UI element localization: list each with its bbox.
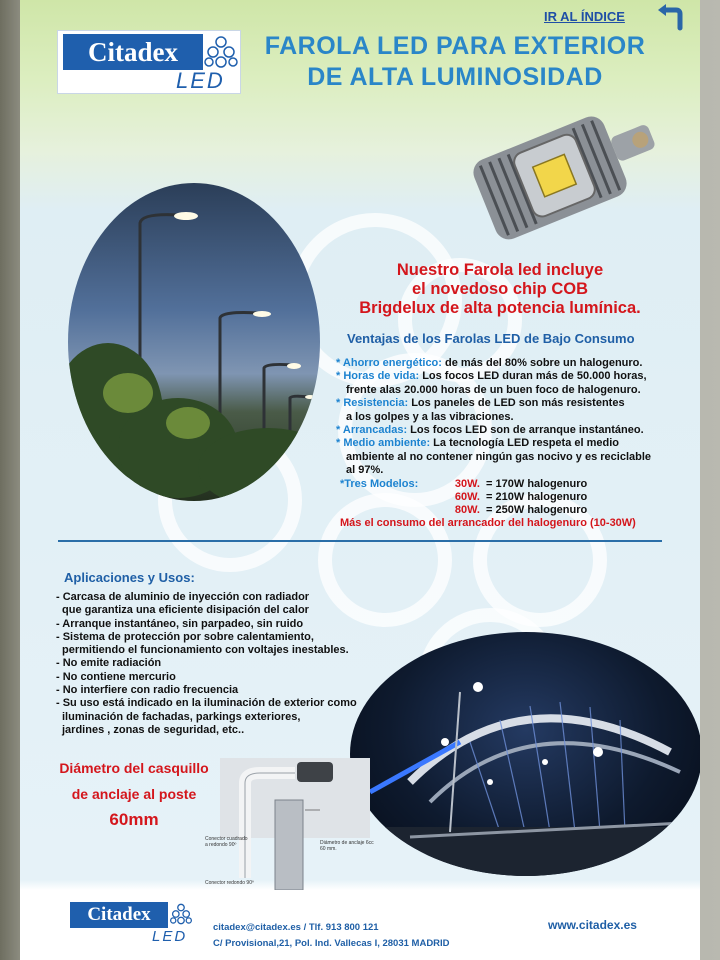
application-line: - No contiene mercurio	[56, 670, 176, 683]
headline-line-2: el novedoso chip COB	[411, 280, 589, 298]
diagram-note-round-connector: Conector redondo 90º	[205, 880, 254, 886]
led-streetlight-photo	[458, 90, 668, 250]
application-line: - Arranque instantáneo, sin parpadeo, sin ruido	[56, 617, 304, 630]
advantage-environment-cont-1: ambiente al no contener ningún gas nocivo y es reciclable	[346, 450, 652, 463]
diameter-info	[50, 755, 218, 833]
application-line: permitiendo el funcionamiento con voltajes inestables.	[62, 644, 349, 657]
footer-logo	[70, 902, 192, 945]
advantage-energy: * Ahorro energético: de más del 80% sobre un halogenuro.	[336, 357, 643, 369]
diameter-line-2: de anclaje al poste	[71, 786, 197, 802]
logo-dots-icon	[204, 35, 238, 69]
diagram-note-square-connector: Conector cuadrado a redondo 90º	[205, 836, 248, 848]
application-line: - No interfiere con radio frecuencia	[56, 684, 239, 697]
models-label: *Tres Modelos:	[340, 478, 419, 490]
advantage-lifetime: * Horas de vida: Los focos LED duran más de 50.000 horas,	[336, 370, 647, 383]
page-title	[245, 31, 665, 93]
applications-title: Aplicaciones y Usos:	[64, 570, 195, 585]
model-row-30w: 30W. = 170W halogenuro	[454, 478, 588, 490]
brochure-page	[20, 0, 700, 960]
headline-line-3: Brigdelux de alta potencia lumínica.	[359, 299, 641, 317]
advantage-startup: * Arrancadas: Los focos LED son de arranque instantáneo.	[336, 424, 644, 437]
footer-email-phone: citadex@citadex.es / Tlf. 913 800 121	[213, 922, 379, 933]
back-arrow-icon[interactable]	[654, 4, 684, 32]
diameter-line-1: Diámetro del casquillo	[59, 760, 209, 776]
advantages-title: Ventajas de los Farolas LED de Bajo Consumo	[347, 331, 635, 346]
application-line: - Sistema de protección por sobre calentamiento,	[56, 630, 314, 643]
applications-list	[56, 591, 401, 737]
street-scene-illustration	[68, 183, 320, 501]
logo-brand: Citadex	[63, 34, 203, 70]
application-line: - Su uso está indicado en la iluminación de exterior como	[56, 697, 357, 710]
advantage-environment-cont-2: al 97%.	[346, 464, 384, 477]
diagram-note-anchor-diameter: Diámetro de anclaje 6cc 60 mm.	[320, 840, 374, 852]
street-lights-photo	[68, 183, 320, 501]
title-line-2: DE ALTA LUMINOSIDAD	[307, 63, 603, 91]
footer-contact	[213, 920, 450, 952]
application-line: - Carcasa de aluminio de inyección con radiador	[56, 591, 310, 603]
bridge-night-photo	[350, 632, 700, 876]
advantage-resistance-cont: a los golpes y a las vibraciones.	[346, 410, 514, 423]
pole-adapter-diagram	[205, 748, 375, 890]
footer-logo-led: LED	[152, 928, 188, 945]
citadex-logo	[57, 30, 241, 94]
section-divider	[58, 540, 662, 542]
bridge-illustration	[350, 632, 700, 876]
footer-website[interactable]: www.citadex.es	[548, 918, 637, 932]
title-line-1: FAROLA LED PARA EXTERIOR	[264, 32, 646, 60]
models-extra-note: Más el consumo del arrancador del halogenuro (10-30W)	[340, 517, 636, 529]
application-line: jardines , zonas de seguridad, etc..	[62, 723, 245, 736]
application-line: iluminación de fachadas, parkings exteriores,	[62, 710, 301, 723]
advantages-list	[336, 357, 676, 478]
model-row-80w: 80W. = 250W halogenuro	[454, 504, 588, 516]
footer-address: C/ Provisional,21, Pol. Ind. Vallecas I, 28031 MADRID	[213, 938, 450, 949]
footer-logo-dots-icon	[170, 902, 192, 926]
advantage-environment: * Medio ambiente: La tecnología LED respeta el medio	[336, 437, 620, 450]
advantage-lifetime-cont: frente alas 20.000 horas de un buen foco de halogenuro.	[346, 383, 641, 396]
application-line: que garantiza una eficiente disipación del calor	[62, 604, 309, 617]
application-line: - No emite radiación	[56, 657, 162, 670]
chip-headline	[340, 261, 660, 318]
logo-led: LED	[176, 68, 225, 93]
advantage-resistance: * Resistencia: Los paneles de LED son más resistentes	[336, 397, 625, 410]
diameter-value: 60mm	[109, 810, 159, 829]
index-link[interactable]: IR AL ÍNDICE	[544, 9, 625, 24]
headline-line-1: Nuestro Farola led incluye	[396, 261, 604, 279]
model-row-60w: 60W. = 210W halogenuro	[454, 491, 588, 503]
footer-logo-brand: Citadex	[70, 902, 168, 928]
